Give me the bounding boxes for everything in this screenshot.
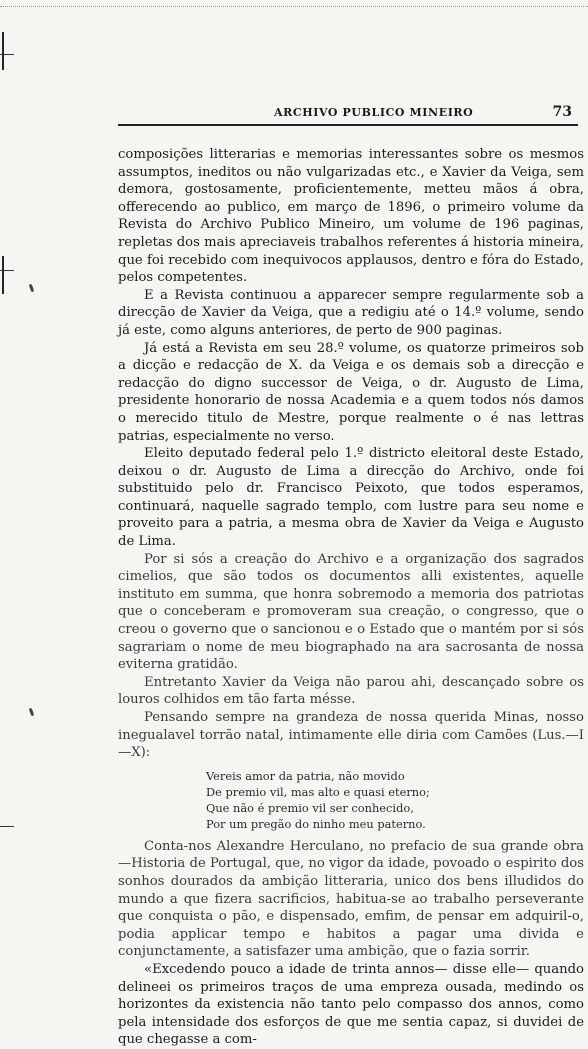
header-rule — [118, 124, 578, 126]
top-rule — [0, 0, 588, 7]
running-title: ARCHIVO PUBLICO MINEIRO — [274, 106, 474, 119]
paragraph: Eleito deputado federal pelo 1.º districto eleitoral deste Estado, deixou o dr. Augusto de Lima a direcção do Archivo, onde foi substituido pelo dr. Francisco Peixoto, que todos esperamos, continuará, naquelle sagrado templo, com lustre para seu nome e proveito para a patria, a mesma obra de Xavier da Veiga e Augusto de Lima. — [118, 446, 584, 550]
margin-tick — [2, 256, 4, 294]
page-body — [118, 146, 584, 1049]
verse-line: Por um pregão do ninho meu paterno. — [206, 816, 426, 831]
margin-mark — [0, 54, 14, 55]
paragraph: «Excedendo pouco a idade de trinta annos— disse elle— quando delineei os primeiros traços de uma empreza ousada, medindo os horizontes da existencia não tanto pelo compasso dos annos, como pela intensidade dos esforços de que me sentia capaz, si duvidei de que chegasse a com- — [118, 961, 584, 1048]
margin-mark — [0, 826, 14, 827]
page-header — [116, 104, 582, 124]
verse-line: De premio vil, mas alto e quasi eterno; — [206, 784, 430, 799]
paragraph: Entretanto Xavier da Veiga não parou ahi, descançado sobre os louros colhidos em tão farta mésse. — [118, 674, 584, 708]
verse-quote — [206, 768, 584, 832]
margin-tick — [2, 32, 4, 70]
speck — [29, 708, 35, 717]
paragraph: Por si sós a creação do Archivo e a organização dos sagrados cimelios, que são todos os documentos alli existentes, aquelle instituto em summa, que honra sobremodo a memoria dos patriotas que o conceberam e promoveram sua creação, o congresso, que o creou o governo que o sancionou e o Estado que o mantém por si sós sagrariam o nome de meu biographado na ara sacrosanta de nossa eviterna gratidão. — [118, 551, 584, 673]
paragraph: composições litterarias e memorias interessantes sobre os mesmos assumptos, ineditos ou não vulgarizadas etc., e Xavier da Veiga, sem demora, gostosamente, proficientemente, metteu mãos á obra, offerecendo ao publico, em março de 1896, o primeiro volume da Revista do Archivo Publico Mineiro, um volume de 196 paginas, repletas dos mais apreciaveis trabalhos referentes á historia mineira, que foi recebido com inequivocos applausos, dentro e fóra do Estado, pelos competentes. — [118, 147, 584, 286]
paragraph: Já está a Revista em seu 28.º volume, os quatorze primeiros sob a dicção e redacção de X. da Veiga e os demais sob a direcção e redacção do digno successor de Veiga, o dr. Augusto de Lima, presidente honorario de nossa Academia e a quem todos nós damos o merecido titulo de Mestre, porque realmente o é nas lettras patrias, especialmente no verso. — [118, 340, 584, 444]
page-number: 73 — [552, 104, 572, 120]
margin-mark — [0, 270, 14, 271]
speck — [29, 284, 35, 293]
paragraph: E a Revista continuou a apparecer sempre regularmente sob a direcção de Xavier da Veiga, que a redigiu até o 14.º volume, sendo já este, como alguns anteriores, de perto de 900 paginas. — [118, 287, 584, 338]
verse-line: Vereis amor da patria, não movido — [206, 768, 405, 783]
verse-line: Que não é premio vil ser conhecido, — [206, 800, 414, 815]
paragraph: Conta-nos Alexandre Herculano, no prefacio de sua grande obra—Historia de Portugal, que, no vigor da idade, povoado o espirito dos sonhos dourados da ambição litteraria, unico dos bens illudidos do mundo a que fizera sacrificios, habitua-se ao trabalho perseverante que conquista o pão, e dispensado, emfim, de pensar em adquiril-o, podia applicar tempo e habitos a pagar uma divida e conjunctamente, a satisfazer uma ambição, que o fazia sorrir. — [118, 838, 584, 960]
paragraph: Pensando sempre na grandeza de nossa querida Minas, nosso inegualavel torrão natal, intimamente elle diria com Camões (Lus.—I—X): — [118, 710, 584, 761]
